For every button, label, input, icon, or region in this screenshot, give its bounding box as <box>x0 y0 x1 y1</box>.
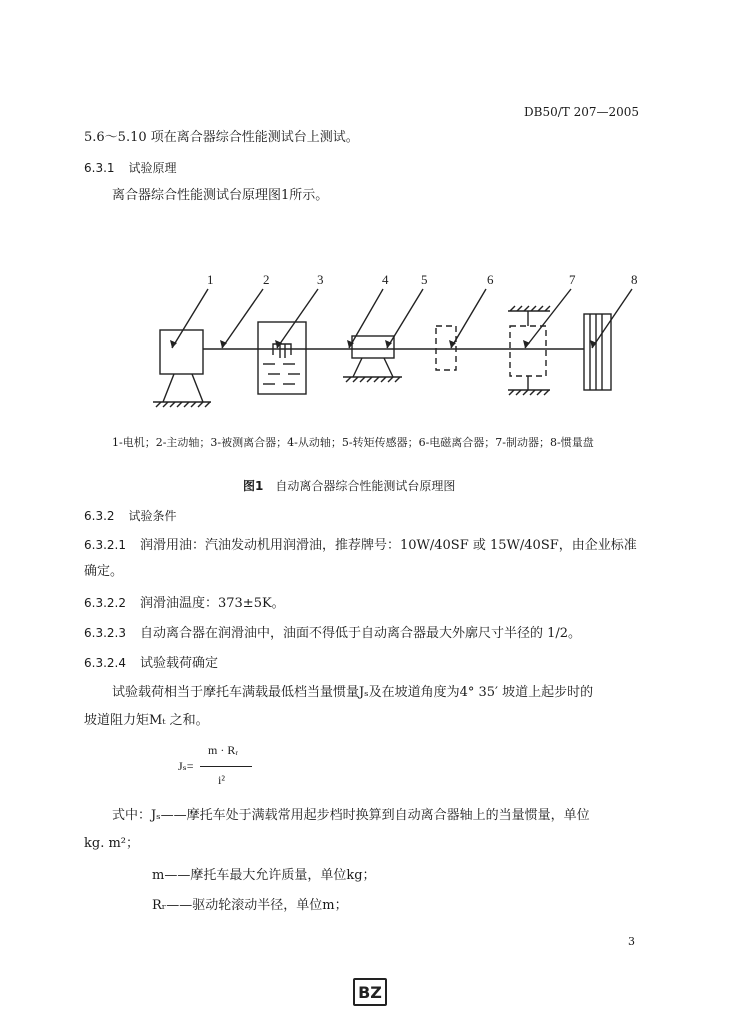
formula-lhs: Jₛ= <box>178 759 194 773</box>
load-paragraph-line-1: 试验载荷相当于摩托车满载最低档当量惯量Jₛ及在坡道角度为4° 35′ 坡道上起步时的 <box>112 685 594 700</box>
test-rig-schematic <box>0 260 739 430</box>
leader-line-2 <box>222 289 263 348</box>
leader-line-3 <box>277 289 318 348</box>
definition-intro-line-2: kg. m²； <box>84 836 140 851</box>
callout-5: 5 <box>421 272 428 287</box>
section-title: 试验条件 <box>128 509 177 523</box>
clause-number: 6.3.2.2 <box>84 596 126 610</box>
callout-1: 1 <box>207 272 214 287</box>
leader-line-8 <box>592 289 632 348</box>
clause-number: 6.3.2.1 <box>84 538 126 552</box>
callout-4: 4 <box>382 272 389 287</box>
load-paragraph-line-2: 坡道阻力矩Mₜ 之和。 <box>84 713 209 728</box>
inertia-formula <box>178 743 268 793</box>
callout-8: 8 <box>631 272 638 287</box>
leader-line-7 <box>525 289 571 348</box>
section-number: 6.3.2 <box>84 509 115 523</box>
callout-7: 7 <box>569 272 576 287</box>
formula-fraction-bar <box>200 766 252 767</box>
leader-line-4 <box>349 289 383 348</box>
motor-block <box>160 330 203 374</box>
section-6-3-2-heading <box>84 508 177 524</box>
clause-6-3-2-2 <box>84 595 285 612</box>
figure-caption <box>243 478 455 494</box>
intro-paragraph: 5.6～5.10 项在离合器综合性能测试台上测试。 <box>84 130 359 145</box>
callout-3: 3 <box>317 272 324 287</box>
section-number: 6.3.1 <box>84 161 115 175</box>
definition-m: m——摩托车最大允许质量，单位kg； <box>152 868 376 883</box>
formula-denominator: i² <box>218 773 225 787</box>
section-title: 试验原理 <box>128 161 177 175</box>
clause-6-3-2-3 <box>84 625 581 642</box>
callout-6: 6 <box>487 272 494 287</box>
figure-legend: 1-电机；2-主动轴；3-被测离合器；4-从动轴；5-转矩传感器；6-电磁离合器；7-制动器；8-惯量盘 <box>112 436 594 449</box>
section-6-3-1-heading <box>84 160 177 176</box>
clause-6-3-2-1-continued: 确定。 <box>84 564 124 579</box>
callout-2: 2 <box>263 272 270 287</box>
clause-6-3-2-4 <box>84 655 218 672</box>
brake-block <box>510 326 546 376</box>
bz-logo: BZ <box>353 978 387 1006</box>
clause-number: 6.3.2.3 <box>84 626 126 640</box>
figure-caption-label: 图1 <box>243 479 264 493</box>
clause-text: 润滑油温度：373±5K。 <box>139 596 285 611</box>
clause-6-3-2-1 <box>84 537 637 554</box>
page-number: 3 <box>628 935 635 948</box>
clause-title: 试验载荷确定 <box>139 656 218 671</box>
definition-r: Rᵣ——驱动轮滚动半径，单位m； <box>152 898 348 913</box>
clause-number: 6.3.2.4 <box>84 656 126 670</box>
figure-caption-title: 自动离合器综合性能测试台原理图 <box>275 479 456 493</box>
clause-text: 自动离合器在润滑油中，油面不得低于自动离合器最大外廓尺寸半径的 1/2。 <box>139 626 582 641</box>
definition-intro-line-1: 式中：Jₛ——摩托车处于满载常用起步档时换算到自动离合器轴上的当量惯量，单位 <box>112 808 590 823</box>
standard-number: DB50/T 207—2005 <box>524 105 640 119</box>
principle-paragraph: 离合器综合性能测试台原理图1所示。 <box>112 188 329 203</box>
em-clutch-block <box>436 326 456 370</box>
leader-line-5 <box>387 289 423 348</box>
clause-text: 润滑用油：汽油发动机用润滑油，推荐牌号：10W/40SF 或 15W/40SF，由企业标准 <box>139 538 637 553</box>
formula-numerator: m · Rᵣ <box>208 743 239 757</box>
tested-clutch-block <box>258 322 306 394</box>
